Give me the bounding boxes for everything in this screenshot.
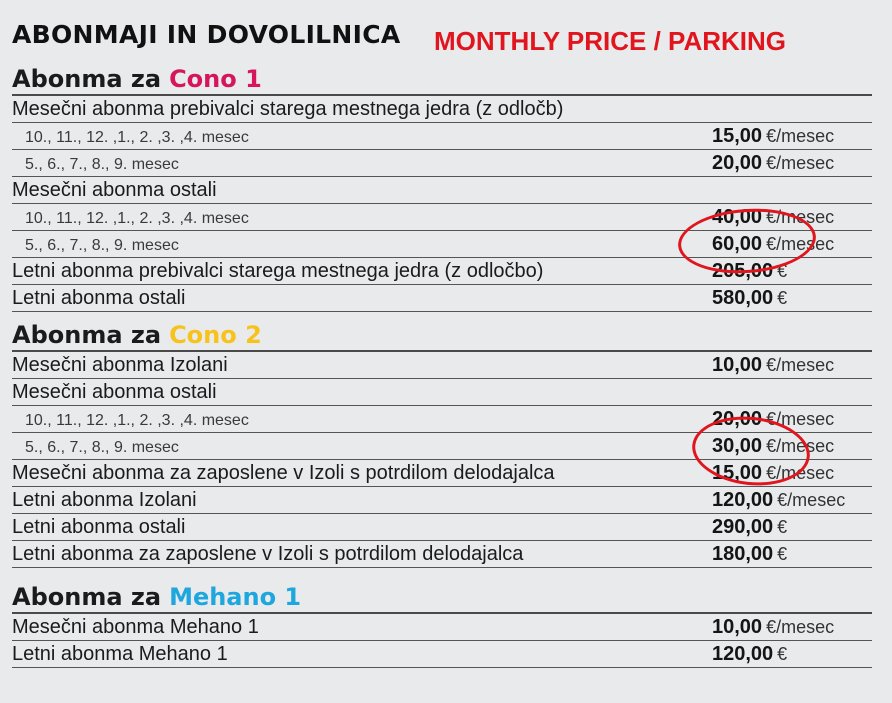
- price: [712, 354, 872, 378]
- section-title-mehano-1: [12, 580, 872, 614]
- price-unit: €/mesec: [766, 207, 835, 227]
- price: [712, 260, 872, 284]
- row-label: 5., 6., 7., 8., 9. mesec: [25, 156, 179, 173]
- price-amount: 15,00: [712, 125, 763, 147]
- section-title-cono-2: [12, 318, 872, 352]
- price-unit: €: [777, 644, 788, 664]
- price-unit: €/mesec: [766, 126, 835, 146]
- table-row: [12, 231, 872, 258]
- section-prefix: Abonma za: [12, 65, 162, 93]
- zone-name-cono-1: Cono 1: [169, 65, 262, 93]
- price: [712, 408, 872, 432]
- table-row: [12, 258, 872, 285]
- price-amount: 15,00: [712, 462, 763, 484]
- price: [712, 462, 872, 486]
- row-label: Mesečni abonma prebivalci starega mestnega jedra (z odločb​): [12, 98, 564, 120]
- price-unit: €: [777, 288, 788, 308]
- table-row: [12, 433, 872, 460]
- price-unit: €: [777, 517, 788, 537]
- table-row: [12, 177, 872, 204]
- section-prefix: Abonma za: [12, 583, 162, 611]
- price: [712, 206, 872, 230]
- row-label: Letni abonma ostali: [12, 516, 186, 538]
- price: [712, 643, 872, 667]
- price-unit: €/mesec: [766, 355, 835, 375]
- row-label: Letni abonma Mehano 1: [12, 643, 228, 665]
- table-row: [12, 379, 872, 406]
- price-unit: €/mesec: [766, 436, 835, 456]
- price-unit: €/mesec: [766, 617, 835, 637]
- row-label: 10., 11., 12. ,1., 2. ,3. ,4. mesec: [25, 412, 249, 429]
- price-amount: 205,00: [712, 260, 774, 282]
- price-amount: 20,00: [712, 152, 763, 174]
- row-label: 5., 6., 7., 8., 9. mesec: [25, 237, 179, 254]
- row-label: Mesečni abonma ostali: [12, 381, 217, 403]
- price-unit: €: [777, 544, 788, 564]
- price: [712, 489, 872, 513]
- section-title-cono-1: [12, 62, 872, 96]
- price-unit: €/mesec: [777, 490, 846, 510]
- table-row: [12, 514, 872, 541]
- price-unit: €/mesec: [766, 234, 835, 254]
- header: [12, 0, 872, 62]
- table-row: [12, 96, 872, 123]
- row-label: 10., 11., 12. ,1., 2. ,3. ,4. mesec: [25, 129, 249, 146]
- price-amount: 180,00: [712, 543, 774, 565]
- price-unit: €: [777, 261, 788, 281]
- table-row: [12, 614, 872, 641]
- price: [712, 516, 872, 540]
- table-row: [12, 352, 872, 379]
- price: [712, 152, 872, 176]
- price: [712, 233, 872, 257]
- table-row: [12, 487, 872, 514]
- price-amount: 120,00: [712, 489, 774, 511]
- table-row: [12, 123, 872, 150]
- price: [712, 616, 872, 640]
- price-unit: €/mesec: [766, 153, 835, 173]
- price-amount: 10,00: [712, 354, 763, 376]
- row-label: Letni abonma Izolani: [12, 489, 197, 511]
- price-amount: 40,00: [712, 206, 763, 228]
- price: [712, 125, 872, 149]
- price-unit: €/mesec: [766, 409, 835, 429]
- table-row: [12, 541, 872, 568]
- price-unit: €/mesec: [766, 463, 835, 483]
- zone-name-cono-2: Cono 2: [169, 321, 262, 349]
- price-amount: 30,00: [712, 435, 763, 457]
- row-label: Mesečni abonma ostali: [12, 179, 217, 201]
- table-row: [12, 406, 872, 433]
- annotation-title: MONTHLY PRICE / PARKING: [434, 26, 787, 56]
- row-label: Letni abonma ostali: [12, 287, 186, 309]
- table-row: [12, 285, 872, 312]
- price-amount: 120,00: [712, 643, 774, 665]
- price-amount: 580,00: [712, 287, 774, 309]
- price-amount: 20,00: [712, 408, 763, 430]
- price-amount: 290,00: [712, 516, 774, 538]
- price: [712, 287, 872, 311]
- price-list-page: [12, 0, 872, 668]
- table-row: [12, 641, 872, 668]
- row-label: Mesečni abonma Izolani: [12, 354, 228, 376]
- row-label: 10., 11., 12. ,1., 2. ,3. ,4. mesec: [25, 210, 249, 227]
- table-row: [12, 460, 872, 487]
- row-label: Letni abonma za zaposlene v Izoli s potrdilom delodajalca: [12, 543, 524, 565]
- table-row: [12, 150, 872, 177]
- page-title: ABONMAJI IN DOVOLILNICA: [12, 20, 401, 49]
- section-prefix: Abonma za: [12, 321, 162, 349]
- row-label: Mesečni abonma za zaposlene v Izoli s potrdilom delodajalca: [12, 462, 555, 484]
- row-label: 5., 6., 7., 8., 9. mesec: [25, 439, 179, 456]
- price: [712, 435, 872, 459]
- price-amount: 60,00: [712, 233, 763, 255]
- row-label: Letni abonma prebivalci starega mestnega jedra (z odločbo): [12, 260, 544, 282]
- row-label: Mesečni abonma Mehano 1: [12, 616, 259, 638]
- price-amount: 10,00: [712, 616, 763, 638]
- table-row: [12, 204, 872, 231]
- zone-name-mehano-1: Mehano 1: [169, 583, 302, 611]
- price: [712, 543, 872, 567]
